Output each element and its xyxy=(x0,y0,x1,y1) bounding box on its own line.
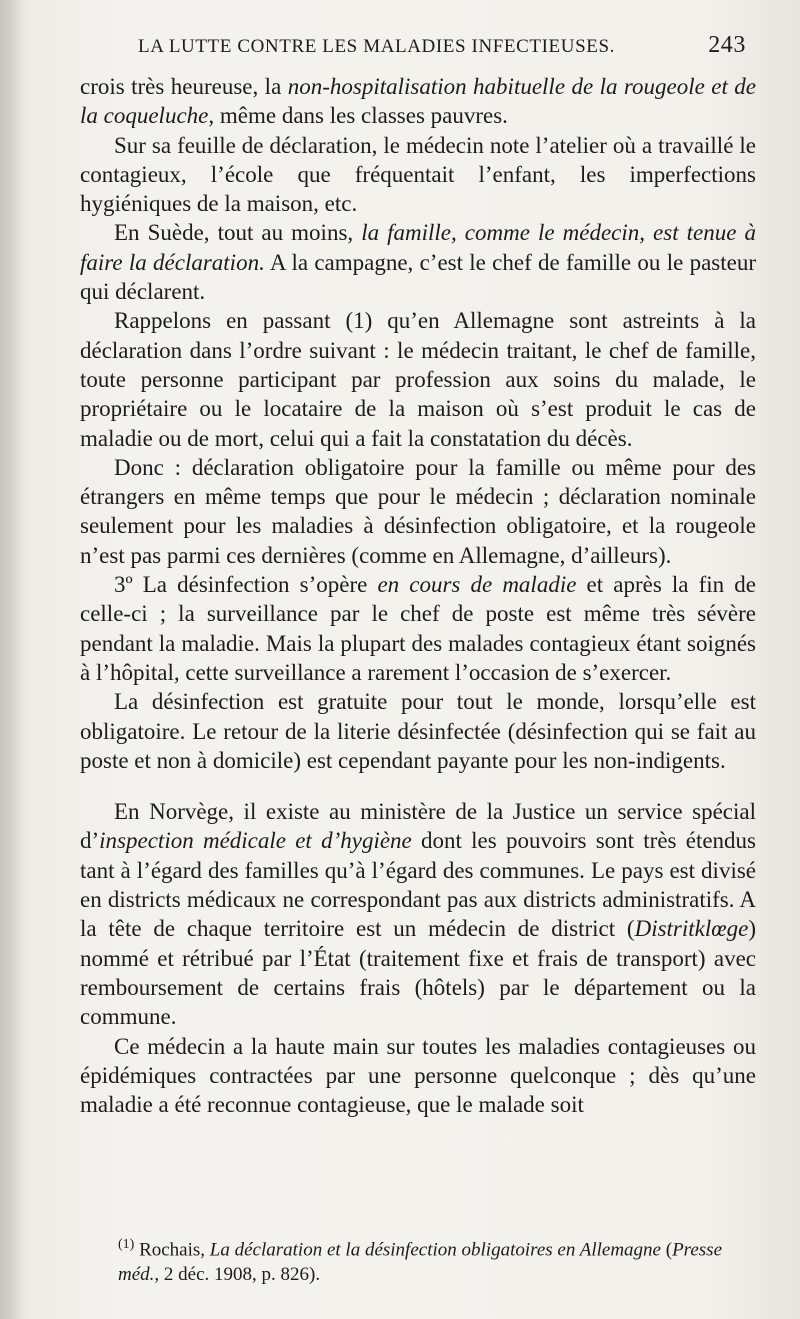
italic-text: non-hospitalisation habituelle de la rougeole et de la coqueluche, xyxy=(80,74,756,129)
italic-text: la famille, comme le médecin, est tenue à faire la déclaration. xyxy=(80,220,756,275)
text-run: A la campagne, c’est le chef de famille ou le pasteur qui déclarent. xyxy=(80,249,756,305)
footnote-marker: (1) xyxy=(118,1237,135,1252)
paragraph xyxy=(80,797,756,1031)
italic-text: inspection médicale et d’hygiène xyxy=(99,828,412,854)
italic-text: Presse méd. xyxy=(118,1239,723,1286)
italic-text: Distritklœge xyxy=(634,916,749,942)
page-number: 243 xyxy=(708,32,746,58)
text-run: ( xyxy=(660,1239,673,1261)
text-run: même dans les classes pauvres. xyxy=(214,103,508,129)
paragraph xyxy=(80,72,756,131)
running-title: LA LUTTE CONTRE LES MALADIES INFECTIEUSES. xyxy=(138,36,615,57)
paragraph: Sur sa feuille de déclaration, le médecin note l’atelier où a travaillé le contagieux, l’école que fréquentait l’enfant, les imperfections hygiéniques de la maison, etc. xyxy=(80,132,756,217)
text-run: crois très heureuse, la xyxy=(80,74,288,99)
footnote xyxy=(118,1232,766,1287)
text-run: Rochais, xyxy=(134,1239,210,1261)
body-text xyxy=(80,72,756,1119)
running-header xyxy=(138,32,746,62)
paragraph xyxy=(80,570,756,687)
text-run: En Suède, tout au moins, xyxy=(114,220,362,246)
text-run: En Norvège, il existe au ministère de la Justice un service spécial d’ xyxy=(80,799,756,854)
italic-text: La déclaration et la désinfection obligatoires en Allemagne xyxy=(209,1239,661,1261)
paragraph xyxy=(80,218,756,306)
text-run: 3º La désinfection s’opère xyxy=(114,572,378,598)
text-run: et après la fin de celle-ci ; la surveillance par le chef de poste est même très sévère pendant la maladie. Mais la plupart des malades contagieux étant soignés à l’hôpital, cette surveillance a rarement l’occasion de s’exercer. xyxy=(80,572,756,685)
italic-text: en cours de maladie xyxy=(377,572,577,598)
paragraph: Donc : déclaration obligatoire pour la famille ou même pour des étrangers en même temps que pour le médecin ; déclaration nominale seulement pour les maladies à désinfection obligatoire, et la rougeole n’est pas parmi ces dernières (comme en Allemagne, d’ailleurs). xyxy=(80,454,756,568)
paragraph: La désinfection est gratuite pour tout le monde, lorsqu’elle est obligatoire. Le retour de la literie désinfectée (désinfection qui se fait au poste et non à domicile) est cependant payante pour les non-indigents. xyxy=(80,689,756,773)
text-run: , 2 déc. 1908, p. 826). xyxy=(154,1264,321,1286)
text-run: ) nommé et rétribué par l’État (traitement fixe et frais de transport) avec remboursement de certains frais (hôtels) par le département ou la commune. xyxy=(80,916,756,1030)
page-spine-shadow xyxy=(0,0,22,1319)
paragraph: Rappelons en passant (1) qu’en Allemagne sont astreints à la déclaration dans l’ordre suivant : le médecin traitant, le chef de famille, toute personne participant par profession aux soins du malade, le propriétaire ou le locataire de la maison où s’est produit le cas de maladie ou de mort, celui qui a fait la constatation du décès. xyxy=(80,308,756,451)
paragraph: Ce médecin a la haute main sur toutes les maladies contagieuses ou épidémiques contractées par une personne quelconque ; dès qu’une maladie a été reconnue contagieuse, que le malade soit xyxy=(80,1033,756,1118)
text-run: dont les pouvoirs sont très étendus tant à l’égard des familles qu’à l’égard des communes. Le pays est divisé en districts médicaux ne correspondant pas aux districts administratifs. A la tête de chaque territoire est un médecin de district ( xyxy=(80,828,756,942)
